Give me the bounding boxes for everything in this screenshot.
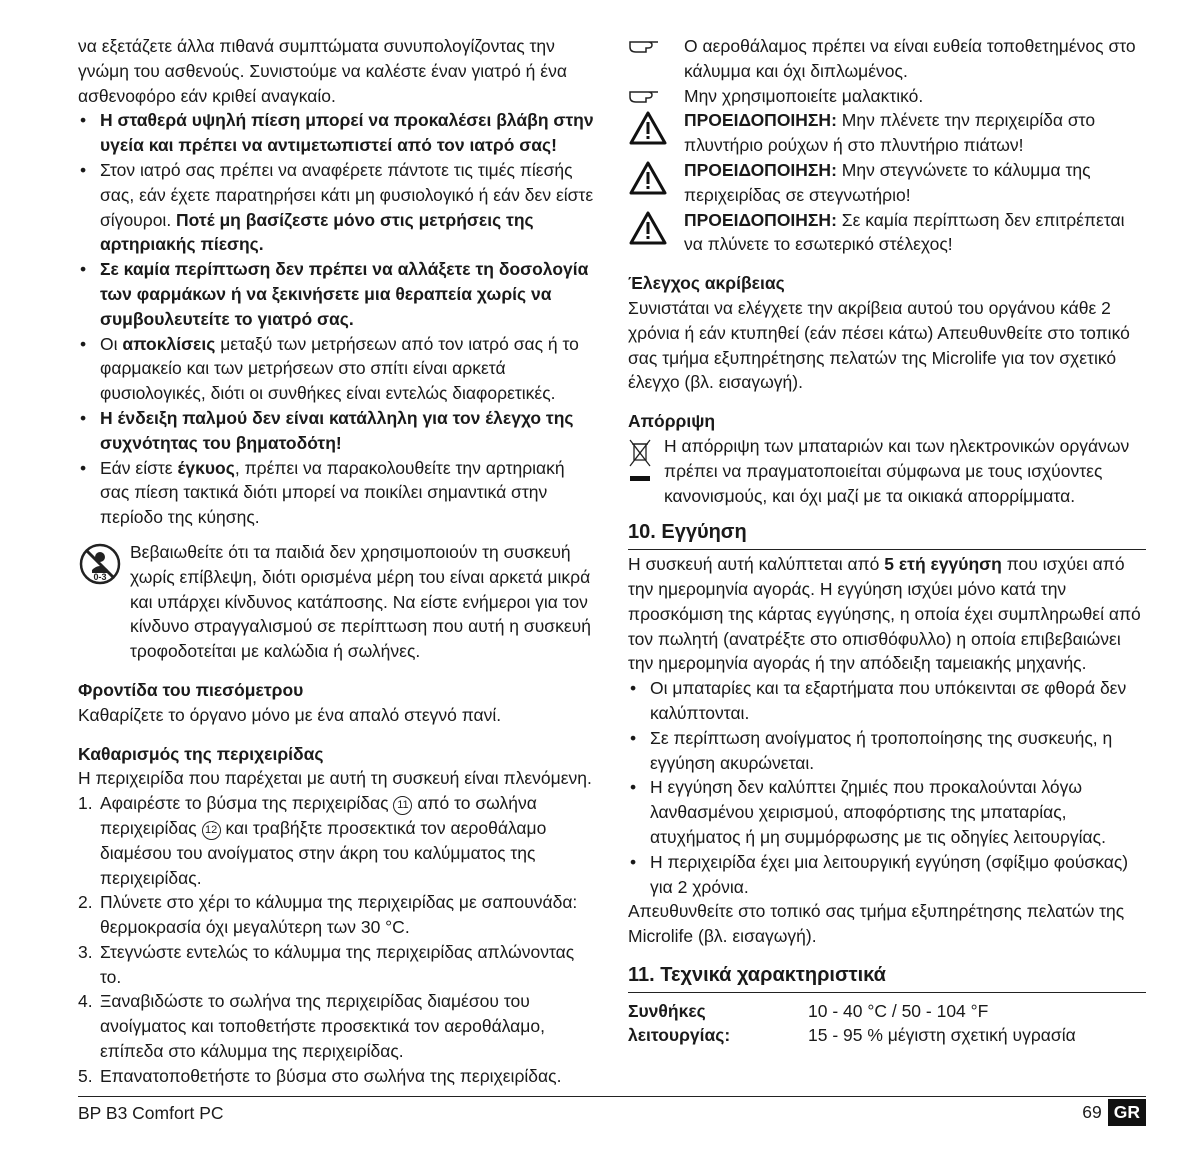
accuracy-text: Συνιστάται να ελέγχετε την ακρίβεια αυτού του οργάνου κάθε 2 χρόνια ή εάν κτυπηθεί (εάν πέσει κάτω) Απευθυνθείτε στο τοπικό σας τμήμα εξυπηρέτησης πελατών της Microlife για τον σχετικό έλεγχο (βλ. εισαγωγή). bbox=[628, 297, 1130, 393]
page-number: 69 bbox=[1082, 1102, 1102, 1122]
warranty-contact: Απευθυνθείτε στο τοπικό σας τμήμα εξυπηρέτησης πελατών της Microlife (βλ. εισαγωγή). bbox=[628, 901, 1125, 947]
child-warning bbox=[78, 540, 598, 664]
warning-2: ΠΡΟΕΙΔΟΠΟΙΗΣΗ: Μην στεγνώνετε το κάλυμμα της περιχειρίδας σε στεγνωτήριο! bbox=[628, 158, 1146, 208]
warning-1: ΠΡΟΕΙΔΟΠΟΙΗΣΗ: Μην πλένετε την περιχειρίδα στο πλυντήριο ρούχων ή στο πλυντήριο πιάτων! bbox=[628, 108, 1146, 158]
step-1: 1. Αφαιρέστε το βύσμα της περιχειρίδας 11 από το σωλήνα περιχειρίδας 12 και τραβήξτε προσεκτικά τον αεροθάλαμο διαμέσου του ανοίγματος στην άκρη του καλύμματος της περιχειρίδας. bbox=[78, 793, 547, 888]
left-column bbox=[78, 34, 598, 1089]
svg-text:0-3: 0-3 bbox=[93, 571, 107, 582]
spec-label: Συνθήκες λειτουργίας: bbox=[628, 1000, 731, 1046]
crossed-bin-icon bbox=[628, 436, 652, 493]
warning-triangle-icon bbox=[628, 210, 668, 253]
bullet-pregnancy: • Εάν είστε έγκυος, πρέπει να παρακολουθείτε την αρτηριακή σας πίεση τακτικά διότι μπορεί να ποικίλει σημαντικά στην περίοδο της κύησης. bbox=[78, 456, 598, 530]
step-5: 5. Επανατοποθετήστε το βύσμα στο σωλήνα της περιχειρίδας. bbox=[78, 1065, 562, 1086]
clean-intro: Η περιχειρίδα που παρέχεται με αυτή τη συσκευή είναι πλενόμενη. bbox=[78, 768, 592, 789]
section-10-heading: 10. Εγγύηση bbox=[628, 520, 1146, 550]
child-warning-text: Βεβαιωθείτε ότι τα παιδιά δεν χρησιμοποιούν τη συσκευή χωρίς επίβλεψη, διότι ορισμένα μέρη του είναι αρκετά μικρά και υπάρχει κίνδυνος κατάποσης. Να είστε ενήμεροι για τον κίνδυνο στραγγαλισμού σε περίπτωση που αυτή η συσκευή τροφοδοτείται με καλώδια ή σωλήνες. bbox=[130, 541, 591, 662]
warning-triangle-icon bbox=[628, 110, 668, 153]
warning-triangle-icon bbox=[628, 160, 668, 203]
note-softener: Μην χρησιμοποιείτε μαλακτικό. bbox=[628, 84, 1146, 109]
warranty-bullet-2: • Σε περίπτωση ανοίγματος ή τροποποίησης της συσκευής, η εγγύηση ακυρώνεται. bbox=[628, 726, 1146, 776]
spec-value-temp: 10 - 40 °C / 50 - 104 °F bbox=[808, 1000, 989, 1021]
care-heading: Φροντίδα του πιεσόμετρου bbox=[78, 679, 304, 700]
right-column bbox=[628, 34, 1146, 1048]
warranty-bullet-4: • Η περιχειρίδα έχει μια λειτουργική εγγύηση (σφίξιμο φούσκας) για 2 χρόνια. bbox=[628, 850, 1146, 900]
continued-paragraph: να εξετάζετε άλλα πιθανά συμπτώματα συνυπολογίζοντας την γνώμη του ασθενούς. Συνιστούμε να καλέστε έναν γιατρό ή ένα ασθενοφόρο εάν κριθεί αναγκαίο. bbox=[78, 36, 567, 106]
no-children-icon bbox=[78, 542, 122, 593]
disposal-text: Η απόρριψη των μπαταριών και των ηλεκτρονικών οργάνων πρέπει να πραγματοποιείται σύμφωνα με τους ισχύοντες κανονισμούς, και όχι μαζί με τα οικιακά απορρίμματα. bbox=[664, 435, 1130, 506]
step-2: 2. Πλύνετε στο χέρι το κάλυμμα της περιχειρίδας με σαπουνάδα: θερμοκρασία όχι μεγαλύτερη των 30 °C. bbox=[78, 892, 578, 938]
section-11-heading: 11. Τεχνικά χαρακτηριστικά bbox=[628, 963, 1146, 993]
page-number-group bbox=[1082, 1099, 1146, 1126]
warranty-bullet-1: • Οι μπαταρίες και τα εξαρτήματα που υπόκεινται σε φθορά δεν καλύπτονται. bbox=[628, 676, 1146, 726]
care-text: Καθαρίζετε το όργανο μόνο με ένα απαλό στεγνό πανί. bbox=[78, 704, 502, 725]
pointing-hand-icon bbox=[628, 36, 662, 61]
warranty-bullet-3: • Η εγγύηση δεν καλύπτει ζημιές που προκαλούνται λόγω λανθασμένου χειρισμού, αποφόρτισης της μπαταρίας, ατυχήματος ή μη συμμόρφωσης με τις οδηγίες λειτουργίας. bbox=[628, 775, 1146, 849]
note-air-chamber: Ο αεροθάλαμος πρέπει να είναι ευθεία τοποθετημένος στο κάλυμμα και όχι διπλωμένος. bbox=[628, 34, 1146, 84]
page-footer bbox=[78, 1096, 1146, 1123]
warning-3: ΠΡΟΕΙΔΟΠΟΙΗΣΗ: Σε καμία περίπτωση δεν επιτρέπεται να πλύνετε το εσωτερικό στέλεχος! bbox=[628, 208, 1146, 258]
bullet-deviations: • Οι αποκλίσεις μεταξύ των μετρήσεων από τον ιατρό σας ή το φαρμακείο και των μετρήσεων στο σπίτι είναι αρκετά φυσιολογικές, διότι οι συνθήκες είναι εντελώς διαφορετικές. bbox=[78, 332, 598, 406]
step-4: 4. Ξαναβιδώστε το σωλήνα της περιχειρίδας διαμέσου του ανοίγματος και τοποθετήστε προσεκτικά τον αεροθάλαμο, επίπεδα στο κάλυμμα της περιχειρίδας. bbox=[78, 991, 545, 1062]
ref-12: 12 bbox=[202, 821, 221, 840]
model-name: BP B3 Comfort PC bbox=[78, 1103, 224, 1123]
language-badge: GR bbox=[1108, 1099, 1146, 1126]
clean-heading: Καθαρισμός της περιχειρίδας bbox=[78, 743, 324, 764]
step-3: 3. Στεγνώστε εντελώς το κάλυμμα της περιχειρίδας απλώνοντας το. bbox=[78, 941, 575, 987]
ref-11: 11 bbox=[393, 796, 412, 815]
warranty-text: Η συσκευή αυτή καλύπτεται από 5 ετή εγγύηση που ισχύει από την ημερομηνία αγοράς. Η εγγύηση ισχύει μόνο κατά την προσκόμιση της κάρτας εγγύησης, η οποία έχει συμπληρωθεί από τον πωλητή (ανατρέξτε στο οπισθόφυλλο) η οποία επιβεβαιώνει την ημερομηνία αγοράς ή την απόδειξη ταμειακής μηχανής. bbox=[628, 554, 1141, 674]
pointing-hand-icon bbox=[628, 86, 662, 111]
disposal-heading: Απόρριψη bbox=[628, 411, 716, 432]
bullet-report-values: • Στον ιατρό σας πρέπει να αναφέρετε πάντοτε τις τιμές πίεσής σας, εάν έχετε παρατηρήσει κάτι μη φυσιολογικό ή εάν δεν είστε σίγουροι. Ποτέ μη βασίζεστε μόνο στις μετρήσεις της αρτηριακής πίεσης. bbox=[78, 158, 598, 257]
accuracy-heading: Έλεγχος ακρίβειας bbox=[628, 273, 785, 294]
disposal-row bbox=[628, 434, 1146, 508]
spec-value-humidity: 15 - 95 % μέγιστη σχετική υγρασία bbox=[808, 1025, 1076, 1046]
bullet-pacemaker: • Η ένδειξη παλμού δεν είναι κατάλληλη για τον έλεγχο της συχνότητας του βηματοδότη! bbox=[78, 406, 598, 456]
bullet-high-pressure: • Η σταθερά υψηλή πίεση μπορεί να προκαλέσει βλάβη στην υγεία και πρέπει να αντιμετωπιστεί από τον ιατρό σας! bbox=[78, 108, 598, 158]
spec-table bbox=[628, 999, 1076, 1049]
bullet-medication: • Σε καμία περίπτωση δεν πρέπει να αλλάξετε τη δοσολογία των φαρμάκων ή να ξεκινήσετε μια θεραπεία χωρίς να συμβουλευτείτε το γιατρό σας. bbox=[78, 257, 598, 331]
